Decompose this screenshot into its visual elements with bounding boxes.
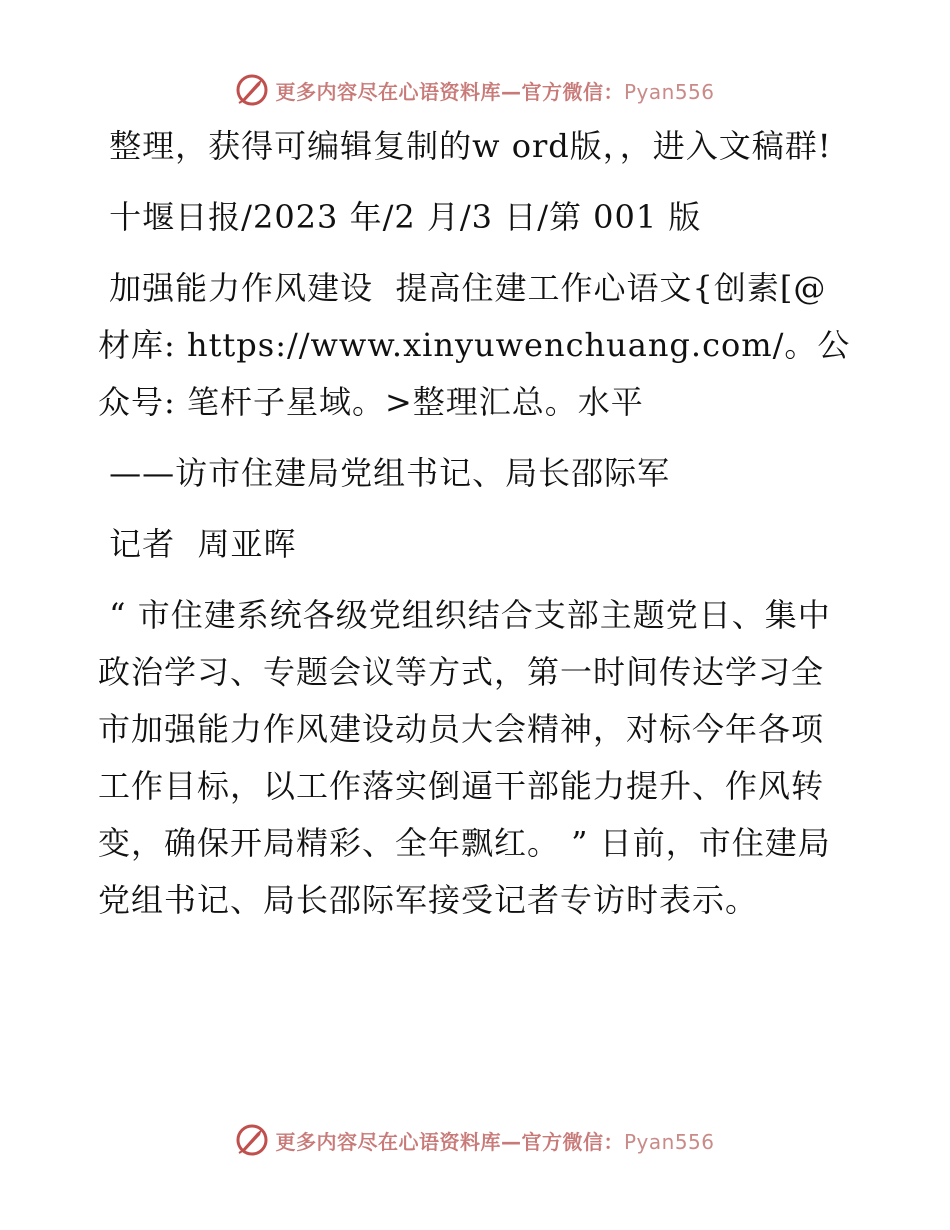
- watermark-handle: Pyan556: [623, 79, 715, 104]
- document-body: [98, 118, 852, 937]
- quill-logo-icon: [235, 1123, 269, 1157]
- watermark-handle: Pyan556: [623, 1129, 715, 1154]
- byline: 记者 周亚晖: [98, 525, 297, 563]
- article-title: 加强能力作风建设 提高住建工作心语文{创素[@材库: https://www.xinyuwenchuang.com/。公众号: 笔杆子星域。>整理汇总。水平: [98, 269, 851, 421]
- watermark-text: 更多内容尽在心语资料库—官方微信：Pyan556: [275, 79, 715, 104]
- source-line: 十堰日报/2023 年/2 月/3 日/第 001 版: [98, 198, 702, 236]
- intro-paragraph: 整理，获得可编辑复制的w ord版，，进入文稿群!: [98, 127, 832, 165]
- header-watermark: [0, 70, 950, 110]
- watermark-text: 更多内容尽在心语资料库—官方微信：Pyan556: [275, 1129, 715, 1154]
- quill-logo-icon: [235, 73, 269, 107]
- footer-watermark: [0, 1120, 950, 1160]
- article-subtitle: ——访市住建局党组书记、局长邵际军: [98, 454, 671, 492]
- body-paragraph: “ 市住建系统各级党组织结合支部主题党日、集中政治学习、专题会议等方式，第一时间传达学习全市加强能力作风建设动员大会精神，对标今年各项工作目标，以工作落实倒逼干部能力提升、作风转变，确保开局精彩、全年飘红。 ” 日前，市住建局党组书记、局长邵际军接受记者专访时表示。: [98, 596, 831, 919]
